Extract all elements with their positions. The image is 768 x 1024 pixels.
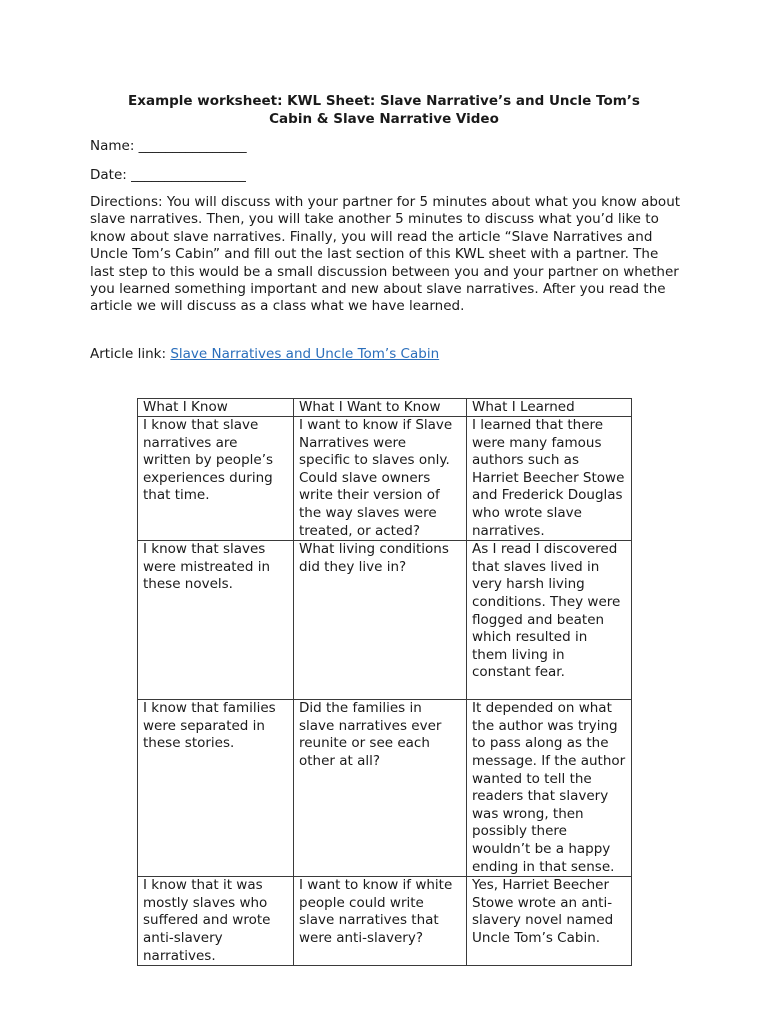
table-cell: As I read I discovered that slaves lived in very harsh living conditions. They were flogged and beaten which resulted in them living in constant fear. (467, 541, 632, 700)
table-cell: Did the families in slave narratives ever reunite or see each other at all? (294, 700, 467, 877)
article-link-label: Article link: (90, 346, 171, 362)
table-cell: I know that slaves were mistreated in these novels. (138, 541, 294, 700)
header-what-i-know: What I Know (138, 399, 294, 417)
title-line-1: Example worksheet: KWL Sheet: Slave Narrative’s and Uncle Tom’s (128, 93, 640, 109)
table-row (138, 700, 632, 877)
header-what-i-learned: What I Learned (467, 399, 632, 417)
table-header-row (138, 399, 632, 417)
table-row (138, 417, 632, 541)
article-link[interactable]: Slave Narratives and Uncle Tom’s Cabin (170, 346, 440, 362)
table-cell: What living conditions did they live in? (294, 541, 467, 700)
table-cell: Yes, Harriet Beecher Stowe wrote an anti-slavery novel named Uncle Tom’s Cabin. (467, 877, 632, 966)
table-row (138, 541, 632, 700)
table-cell: I learned that there were many famous authors such as Harriet Beecher Stowe and Frederick Douglas who wrote slave narratives. (467, 417, 632, 541)
table-cell: I know that families were separated in these stories. (138, 700, 294, 877)
table-cell: I know that slave narratives are written by people’s experiences during that time. (138, 417, 294, 541)
table-row (138, 877, 632, 966)
table-cell: I want to know if Slave Narratives were specific to slaves only. Could slave owners write their version of the way slaves were treated, or acted? (294, 417, 467, 541)
date-field: Date: _________________ (90, 167, 246, 183)
kwl-table (137, 398, 632, 966)
article-link-line (90, 345, 439, 363)
table-cell: It depended on what the author was trying to pass along as the message. If the author wanted to tell the readers that slavery was wrong, then possibly there wouldn’t be a happy ending in that sense. (467, 700, 632, 877)
title-line-2: Cabin & Slave Narrative Video (269, 111, 499, 127)
directions-paragraph: Directions: You will discuss with your partner for 5 minutes about what you know about slave narratives. Then, you will take another 5 minutes to discuss what you’d like to know about slave narratives. Finally, you will read the article “Slave Narratives and Uncle Tom’s Cabin” and fill out the last section of this KWL sheet with a partner. The last step to this would be a small discussion between you and your partner on whether you learned something important and new about slave narratives. After you read the article we will discuss as a class what we have learned. (90, 194, 681, 315)
name-field: Name: ________________ (90, 138, 247, 154)
table-cell: I want to know if white people could write slave narratives that were anti-slavery? (294, 877, 467, 966)
table-cell: I know that it was mostly slaves who suffered and wrote anti-slavery narratives. (138, 877, 294, 966)
page-title (90, 92, 678, 128)
header-what-i-want-to-know: What I Want to Know (294, 399, 467, 417)
